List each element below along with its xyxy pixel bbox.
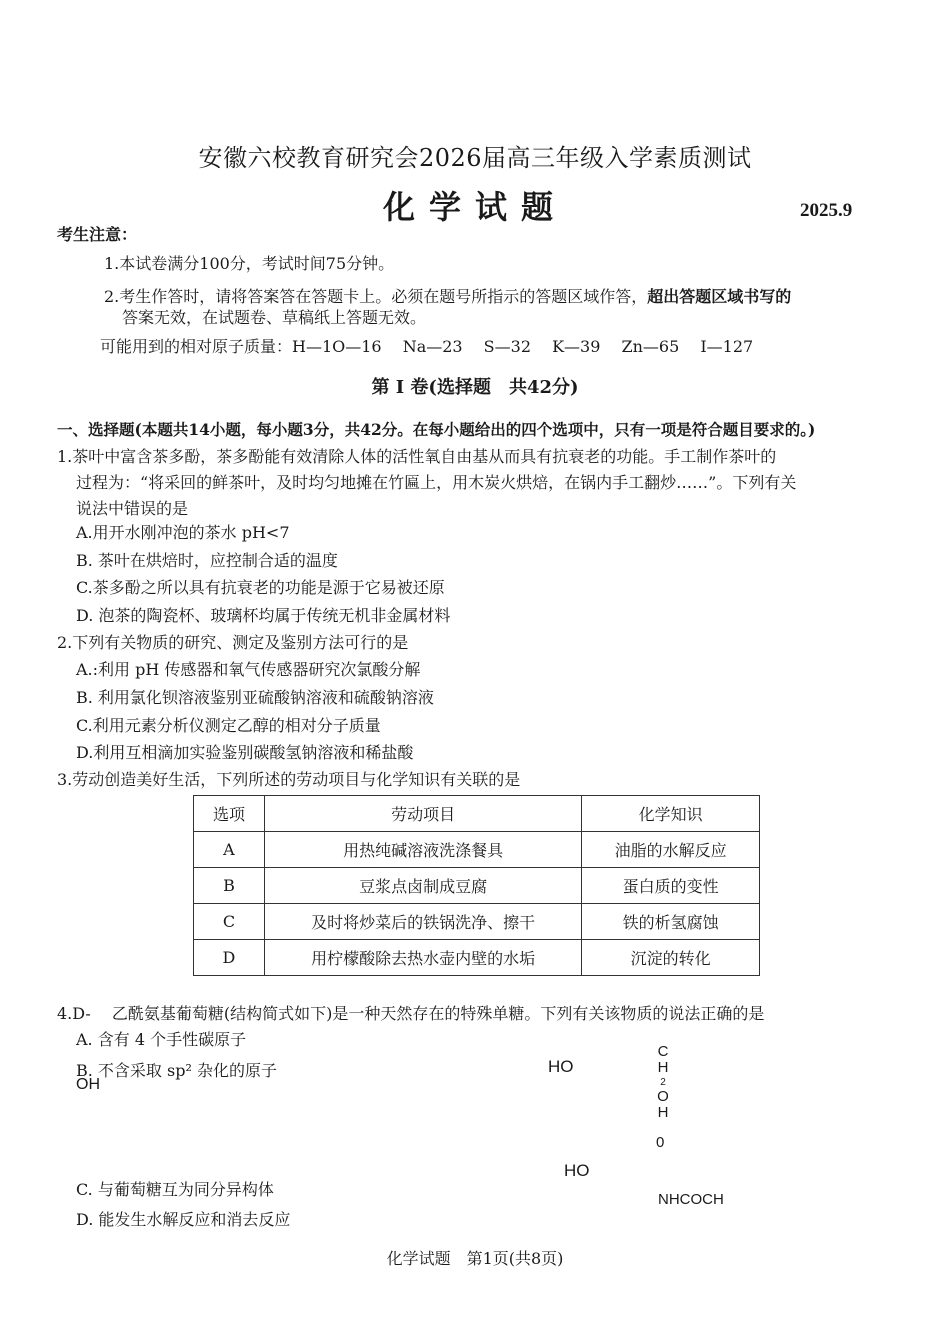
- table-row: [194, 832, 760, 868]
- q1-stem-line-2: 过程为：“将采回的鲜茶叶，及时均匀地摊在竹匾上，用木炭火烘焙，在锅内手工翻炒……”。下列有关: [76, 473, 797, 492]
- q2-option-b: B. 利用氯化钡溶液鉴别亚硫酸钠溶液和硫酸钠溶液: [76, 688, 434, 707]
- table-cell: 油脂的水解反应: [582, 832, 760, 868]
- table-header-cell: 选项: [194, 796, 265, 832]
- notice-item-2: [104, 287, 791, 307]
- notice-item-1: 1.本试卷满分100分，考试时间75分钟。: [104, 254, 395, 273]
- q4-option-d: D. 能发生水解反应和消去反应: [76, 1210, 291, 1229]
- q4-cut-fragment: OH: [76, 1076, 100, 1093]
- structure-char: H: [657, 1059, 669, 1076]
- structure-char: 2: [660, 1077, 666, 1088]
- q1-option-c: C.茶多酚之所以具有抗衰老的功能是源于它易被还原: [76, 578, 445, 597]
- page-footer: 化学试题 第1页(共8页): [386, 1249, 564, 1268]
- q2-stem: 2.下列有关物质的研究、测定及鉴别方法可行的是: [57, 633, 409, 652]
- table-header-row: [194, 796, 760, 832]
- table-header-cell: 劳动项目: [264, 796, 581, 832]
- table-row: [194, 904, 760, 940]
- q4-option-b: B. 不含采取 sp² 杂化的原子: [76, 1061, 277, 1080]
- q1-option-b: B. 茶叶在烘焙时，应控制合适的温度: [76, 551, 338, 570]
- structure-zero: 0: [656, 1134, 665, 1151]
- table-cell: 用柠檬酸除去热水壶内壁的水垢: [264, 940, 581, 976]
- structure-char: C: [657, 1043, 669, 1060]
- structure-ho-bottom: HO: [564, 1161, 590, 1180]
- q3-stem: 3.劳动创造美好生活，下列所述的劳动项目与化学知识有关联的是: [57, 770, 521, 789]
- q2-option-a: A.:利用 pH 传感器和氧气传感器研究次氯酸分解: [76, 660, 421, 679]
- subject-title: 化学试题: [382, 188, 567, 226]
- q1-option-d: D. 泡茶的陶瓷杯、玻璃杯均属于传统无机非金属材料: [76, 606, 451, 625]
- table-header-cell: 化学知识: [582, 796, 760, 832]
- table-cell: B: [194, 868, 265, 904]
- q2-option-d: D.利用互相滴加实验鉴别碳酸氢钠溶液和稀盐酸: [76, 743, 414, 762]
- table-cell: 蛋白质的变性: [582, 868, 760, 904]
- notice-heading: 考生注意：: [57, 225, 138, 244]
- table-cell: 豆浆点卤制成豆腐: [264, 868, 581, 904]
- q4-option-c: C. 与葡萄糖互为同分异构体: [76, 1180, 274, 1199]
- notice-item-2-continued: 答案无效，在试题卷、草稿纸上答题无效。: [122, 308, 427, 327]
- q4-option-a: A. 含有 4 个手性碳原子: [76, 1030, 247, 1049]
- table-cell: C: [194, 904, 265, 940]
- structure-char: O: [657, 1088, 669, 1105]
- section-title: 第 I 卷(选择题 共42分): [371, 377, 579, 398]
- table-cell: 铁的析氢腐蚀: [582, 904, 760, 940]
- structure-ho-top: HO: [548, 1057, 574, 1076]
- notice-item-2-bold: 超出答题区域书写的: [647, 287, 792, 306]
- section-instruction: 一、选择题(本题共14小题，每小题3分，共42分。在每小题给出的四个选项中，只有一项是符合题目要求的。): [57, 420, 816, 439]
- q1-option-a: A.用开水刚冲泡的茶水 pH<7: [76, 523, 290, 542]
- q1-stem-line-3: 说法中错误的是: [76, 499, 189, 518]
- exam-title: 安徽六校教育研究会2026届高三年级入学素质测试: [198, 144, 752, 172]
- q4-stem: 4.D- 乙酰氨基葡萄糖(结构简式如下)是一种天然存在的特殊单糖。下列有关该物质的说法正确的是: [57, 1004, 765, 1023]
- table-cell: 沉淀的转化: [582, 940, 760, 976]
- atomic-masses: 可能用到的相对原子质量：H—1O—16 Na—23 S—32 K—39 Zn—65 I—127: [100, 337, 754, 356]
- structure-char: H: [657, 1104, 669, 1121]
- q3-table: [193, 795, 760, 976]
- table-cell: 及时将炒菜后的铁锅洗净、擦干: [264, 904, 581, 940]
- table-cell: 用热纯碱溶液洗涤餐具: [264, 832, 581, 868]
- structure-nhcoch: NHCOCH: [658, 1191, 724, 1208]
- table-cell: A: [194, 832, 265, 868]
- table-row: [194, 868, 760, 904]
- structure-ch2oh: [656, 1044, 670, 1121]
- q1-stem-line-1: 1.茶叶中富含茶多酚，茶多酚能有效清除人体的活性氧自由基从而具有抗衰老的功能。手工制作茶叶的: [57, 447, 777, 466]
- exam-date: 2025.9: [800, 200, 853, 221]
- table-row: [194, 940, 760, 976]
- notice-item-2-text: 2.考生作答时，请将答案答在答题卡上。必须在题号所指示的答题区域作答，: [104, 287, 648, 306]
- q2-option-c: C.利用元素分析仪测定乙醇的相对分子质量: [76, 716, 381, 735]
- table-cell: D: [194, 940, 265, 976]
